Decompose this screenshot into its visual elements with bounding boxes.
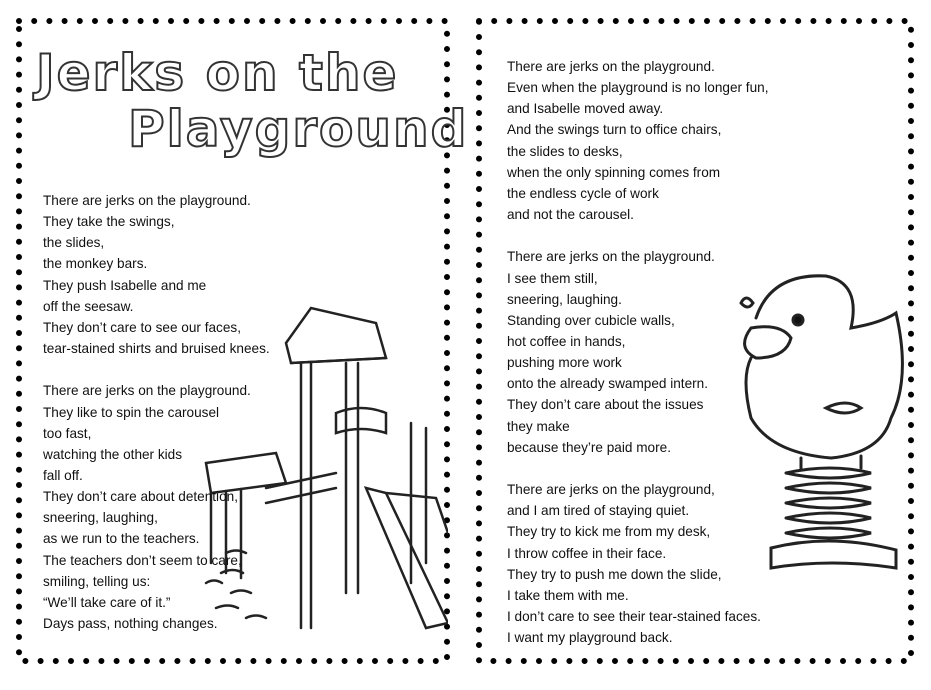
poem-line: off the seesaw. [43,298,134,314]
poem-line: They like to spin the carousel [43,404,220,420]
poem-line: I want my playground back. [507,630,673,646]
poem-line: they make [507,418,570,434]
poem-line: They don’t care to see our faces, [43,319,241,335]
poem-line: onto the already swamped intern. [507,376,709,392]
poem-line: I see them still, [507,270,598,286]
poem-line: the slides, [43,235,105,251]
poem-line: There are jerks on the playground. [507,59,715,74]
poem-line: The teachers don’t seem to care, [43,552,242,568]
title-line-2: Playground [128,100,469,158]
poem-line: They try to push me down the slide, [507,566,722,582]
poem-line: There are jerks on the playground. [43,193,251,208]
poem-line: Days pass, nothing changes. [43,616,218,632]
right-page [476,18,914,664]
poem-line: Even when the playground is no longer fun, [507,80,769,96]
left-page [16,18,469,664]
poem-line: There are jerks on the playground. [507,249,715,265]
poem-line: They don’t care about detention, [43,489,238,505]
poem-left [43,190,270,634]
poem-line: I throw coffee in their face. [507,545,667,561]
poem-line: the endless cycle of work [507,185,659,201]
poem-line: Standing over cubicle walls, [507,312,675,328]
poem-line: hot coffee in hands, [507,334,626,350]
poem-line: as we run to the teachers. [43,531,200,547]
poem-line: I take them with me. [507,587,629,603]
poem-line: smiling, telling us: [43,573,151,589]
poem-line: the monkey bars. [43,256,148,272]
poem-line: sneering, laughing, [43,510,158,526]
poem-line: I don’t care to see their tear-stained faces. [507,609,761,625]
poem-line: There are jerks on the playground. [43,383,251,399]
poem-line: There are jerks on the playground, [507,482,715,498]
poem-line: They don’t care about the issues [507,397,704,413]
poem-line: sneering, laughing. [507,291,622,307]
poem-line: tear-stained shirts and bruised knees. [43,341,270,357]
poem-line: the slides to desks, [507,143,623,159]
title-line-1: Jerks on the [36,44,399,102]
poem-line: “We’ll take care of it.” [43,594,171,610]
poem-line: fall off. [43,468,83,484]
poem-line: because they’re paid more. [507,439,671,455]
poem-line: They try to kick me from my desk, [507,524,711,540]
poem-line: and not the carousel. [507,207,634,223]
poem-line: too fast, [43,425,92,441]
poem-line: They take the swings, [43,214,175,230]
poem-line: They push Isabelle and me [43,277,207,293]
stanza-break [507,225,768,246]
stanza-break [507,458,768,479]
poem-line: when the only spinning comes from [507,164,721,180]
poem-line: And the swings turn to office chairs, [507,122,722,138]
poem-right [507,56,768,648]
poem-line: watching the other kids [43,446,183,462]
stanza-break [43,359,270,380]
poem-line: and I am tired of staying quiet. [507,503,690,519]
poem-line: pushing more work [507,355,622,371]
poem-line: and Isabelle moved away. [507,101,664,117]
